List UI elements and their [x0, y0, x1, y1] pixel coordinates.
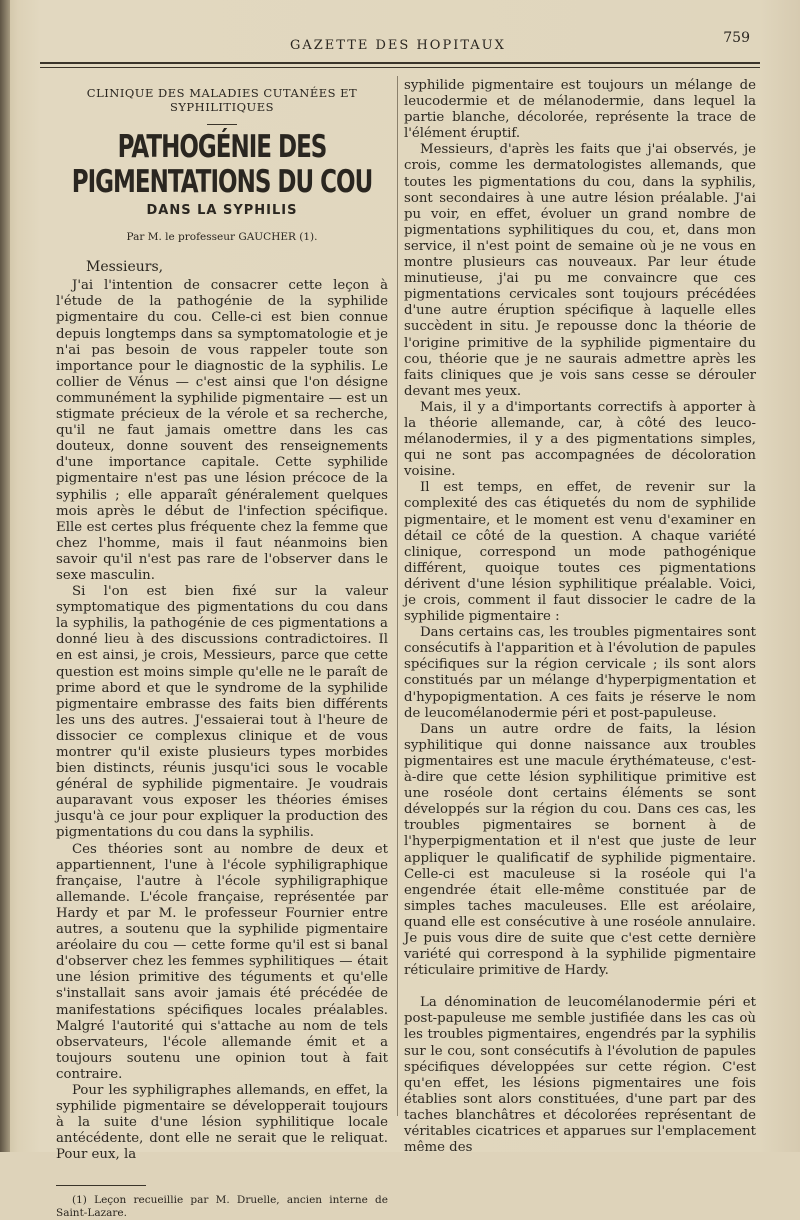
paragraph: Dans certains cas, les troubles pigmentaires sont consécutifs à l'apparition et à l'évolution de papules spécifiques sur la région cervicale ; ils sont alors constitués par un mélange d'hyperpigmentation et d'hypopigmentation. A ces faits je réserve le nom de leucomélanodermie péri et post-papuleuse.	[404, 625, 756, 721]
article-subtitle: DANS LA SYPHILIS	[146, 203, 298, 218]
paragraph: La dénomination de leucomélanodermie péri et post-papuleuse me semble justifiée dans les cas où les troubles pigmentaires, engendrés par la syphilis sur le cou, sont consécutifs à l'évolution de papules spécifiques développées sur cette région. C'est qu'en effet, les lésions pigmentaires une fois établies sont alors constituées, d'une part par des taches blanchâtres et décolorées représentant de véritables cicatrices et apparues sur l'emplacement même des	[404, 995, 756, 1156]
right-column	[404, 78, 756, 1156]
paragraph: syphilide pigmentaire est toujours un mélange de leucodermie et de mélanodermie, dans lequel la partie blanche, décolorée, représente la trace de l'élément éruptif.	[404, 78, 756, 142]
footnote: (1) Leçon recueillie par M. Druelle, ancien interne de Saint-Lazare.	[56, 1194, 388, 1220]
article-author: Par M. le professeur GAUCHER (1).	[126, 231, 318, 244]
header-rule-thin	[40, 67, 760, 68]
header-rule	[40, 62, 760, 64]
page-number: 759	[723, 30, 750, 46]
paragraph: Mais, il y a d'importants correctifs à apporter à la théorie allemande, car, à côté des leuco-mélanodermies, il y a des pigmentations simples, qui ne sont pas accompagnées de décoloration voisine.	[404, 399, 756, 480]
paragraph: Il est temps, en effet, de revenir sur la complexité des cas étiquetés du nom de syphilide pigmentaire, et le moment est venu d'examiner en détail ce côté de la question. A chaque variété clinique, correspond un mode pathogénique différent, quoique toutes ces pigmentations dérivent d'une lésion syphilitique préalable. Voici, je crois, comment il faut dissocier le cadre de la syphilide pigmentaire :	[404, 480, 756, 625]
section-divider	[207, 124, 237, 125]
binding-spine	[0, 0, 10, 1152]
left-column	[56, 78, 388, 1220]
paragraph-gap	[404, 979, 756, 995]
paragraph: J'ai l'intention de consacrer cette leçon à l'étude de la pathogénie de la syphilide pigmentaire du cou. Celle-ci est bien connue depuis longtemps dans sa symptomatologie et je n'ai pas besoin de vous rappeler toute son importance pour le diagnostic de la syphilis. Le collier de Vénus — c'est ainsi que l'on désigne communément la syphilide pigmentaire — est un stigmate précieux de la vérole et sa recherche, qu'il ne faut jamais omettre dans les cas douteux, donne souvent des renseignements d'une importance capitale. Cette syphilide pigmentaire n'est pas une lésion précoce de la syphilis ; elle apparaît généralement quelques mois après le début de l'infection spécifique. Elle est certes plus fréquente chez la femme que chez l'homme, mais il faut néanmoins bien savoir qu'il n'est pas rare de l'observer dans le sexe masculin.	[56, 278, 388, 583]
journal-title: GAZETTE DES HOPITAUX	[290, 38, 506, 53]
footnote-rule	[56, 1185, 146, 1186]
paragraph: Messieurs, d'après les faits que j'ai observés, je crois, comme les dermatologistes allemands, que toutes les pigmentations du cou, dans la syphilis, sont secondaires à une autre lésion préalable. J'ai pu voir, en effet, évoluer un grand nombre de pigmentations syphilitiques du cou, et, dans mon service, il n'est point de semaine où je ne vous en montre plusieurs cas nouveaux. Par leur étude minutieuse, j'ai pu me convaincre que ces pigmentations cervicales sont toujours précédées d'une autre éruption spécifique à laquelle elles succèdent in situ. Je repousse donc la théorie de l'origine primitive de la syphilide pigmentaire du cou, théorie que je ne saurais admettre après les faits cliniques que je vois sans cesse se dérouler devant mes yeux.	[404, 142, 756, 399]
paragraph: Dans un autre ordre de faits, la lésion syphilitique qui donne naissance aux troubles pigmentaires est une macule érythémateuse, c'est-à-dire que cette lésion syphilitique primitive est une roséole dont certains éléments se sont développés sur la région du cou. Dans ces cas, les troubles pigmentaires se bornent à de l'hyperpigmentation et il n'est que juste de leur appliquer le qualificatif de syphilide pigmentaire. Celle-ci est maculeuse si la roséole qui l'a engendrée était elle-même constituée par de simples taches maculeuses. Elle est aréolaire, quand elle est consécutive à une roséole annulaire. Je puis vous dire de suite que c'est cette dernière variété qui correspond à la syphilide pigmentaire réticulaire primitive de Hardy.	[404, 721, 756, 979]
salutation: Messieurs,	[86, 259, 164, 276]
paragraph: Si l'on est bien fixé sur la valeur symptomatique des pigmentations du cou dans la syphilis, la pathogénie de ces pigmentations a donné lieu à des discussions contradictoires. Il en est ainsi, je crois, Messieurs, parce que cette question est moins simple qu'elle ne le paraît de prime abord et que le syndrome de la syphilide pigmentaire embrasse des faits bien différents les uns des autres. J'essaierai tout à l'heure de dissocier ce complexus clinique et de vous montrer qu'il existe plusieurs types morbides bien distincts, réunis jusqu'ici sous le vocable général de syphilide pigmentaire. Je voudrais auparavant vous exposer les théories émises jusqu'à ce jour pour expliquer la production des pigmentations du cou dans la syphilis.	[56, 584, 388, 841]
article-title: PATHOGÉNIE DES PIGMENTATIONS DU COU	[71, 129, 373, 201]
paragraph: Ces théories sont au nombre de deux et appartiennent, l'une à l'école syphiligraphique française, l'autre à l'école syphiligraphique allemande. L'école française, représentée par Hardy et par M. le professeur Fournier entre autres, a soutenu que la syphilide pigmentaire aréolaire du cou — cette forme qu'il est si banal d'observer chez les femmes syphilitiques — était une lésion primitive des téguments et qu'elle s'installait sans avoir jamais été précédée de manifestations spécifiques locales préalables. Malgré l'autorité qui s'attache au nom de tels observateurs, l'école allemande émit et a toujours soutenu une opinion tout à fait contraire.	[56, 841, 388, 1082]
page-header	[120, 30, 750, 58]
clinic-heading: CLINIQUE DES MALADIES CUTANÉES ET SYPHILITIQUES	[86, 86, 358, 114]
paragraph: Pour les syphiligraphes allemands, en effet, la syphilide pigmentaire se développerait toujours à la suite d'une lésion syphilitique locale antécédente, dont elle ne serait que le reliquat. Pour eux, la	[56, 1082, 388, 1163]
column-divider	[397, 76, 398, 1116]
